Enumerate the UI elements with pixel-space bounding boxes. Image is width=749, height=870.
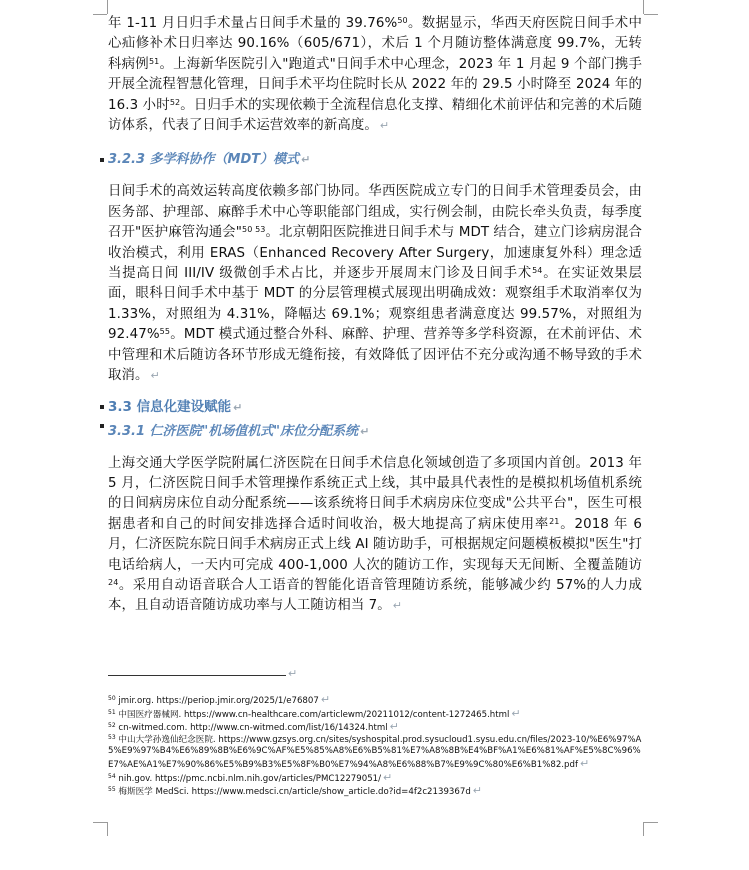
footnote-51[interactable]: $^{51}$ 中国医疗器械网. https://www.cn-healthcare.com/articlewm/20211012/content-1272465.html ↵ <box>108 706 521 720</box>
paragraph-mark: ↵ <box>150 369 160 383</box>
crop-mark-top-right-v <box>643 0 644 14</box>
crop-mark-top-right-h <box>644 14 658 15</box>
paragraph-mark: ↵ <box>383 770 393 784</box>
document-body[interactable] <box>108 14 642 617</box>
footnote-55[interactable]: $^{55}$ 梅斯医学 MedSci. https://www.medsci.cn/article/show_article.do?id=4f2c2139367d ↵ <box>108 784 483 798</box>
paragraph-mark: ↵ <box>360 424 370 438</box>
paragraph-mark: ↵ <box>320 693 331 706</box>
heading-bullet-mark <box>100 158 104 162</box>
paragraph-mark: ↵ <box>301 153 311 167</box>
footnote-50[interactable]: $^{50}$ jmir.org. https://periop.jmir.org/2025/1/e76807 ↵ <box>108 693 331 706</box>
crop-mark-top-left-h <box>93 14 107 15</box>
footnote-separator <box>108 675 286 676</box>
paragraph-mark: ↵ <box>472 784 483 798</box>
heading-mdt[interactable]: 3.2.3 多学科协作（MDT）模式 ↵ <box>108 150 642 170</box>
paragraph-mark: ↵ <box>389 720 399 734</box>
crop-mark-bottom-right-h <box>644 822 658 823</box>
heading-info-construction[interactable]: 3.3 信息化建设赋能 ↵ <box>108 397 642 418</box>
footnote-53[interactable]: $^{53}$ 中山大学孙逸仙纪念医院. https://www.gzsys.org.cn/sites/syshospital.prod.sysucloud1.sysu.edu.cn/files/2023-10/%E6%97%A5%E9%97%B4%E6%89%8B%E6%9C%AF%E5%85%A8%E6%B5%81%E7%A8%8B%E4%BF%A1%E6%81%AF%E5%8C%96%E7%AE%A1%E7%90%86%E5%B9%B3%E5%8F%B0%E7%94%A8%E6%88%B7%E9%9C%80%E6%B1%82.pdf ↵ <box>108 733 642 770</box>
crop-mark-top-left-v <box>107 0 108 14</box>
paragraph-mark: ↵ <box>511 706 521 720</box>
heading-bullet-mark <box>100 424 104 428</box>
paragraph-mdt[interactable]: 日间手术的高效运转高度依赖多部门协同。华西医院成立专门的日间手术管理委员会，由医务部、护理部、麻醉手术中心等职能部门组成，实行例会制，由院长牵头负责，每季度召开"医护麻管沟通会"$^{50 53}$。北京朝阳医院推进日间手术与 MDT 结合，建立门诊病房混合收治模式，利用 ERAS（Enhanced Recovery After Surgery，加速康复外科）理念适当提高日间 III/IV 级微创手术占比，并逐步开展周末门诊及日间手术$^{54}$。在实证效果层面，眼科日间手术中基于 MDT 的分层管理模式展现出明确成效：观察组手术取消率仅为 1.33%，对照组为 4.31%，降幅达 69.1%；观察组患者满意度达 99.57%，对照组为 92.47%$^{55}$。MDT 模式通过整合外科、麻醉、护理、营养等多学科资源，在术前评估、术中管理和术后随访各环节形成无缝衔接，有效降低了因评估不充分或沟通不畅导致的手术取消。 ↵ <box>108 184 643 384</box>
paragraph-mark: ↵ <box>233 400 243 414</box>
crop-mark-bottom-left-v <box>107 822 108 836</box>
footnote-52[interactable]: $^{52}$ cn-witmed.com. http://www.cn-witmed.com/list/16/14324.html ↵ <box>108 720 399 734</box>
paragraph-renji[interactable]: 上海交通大学医学院附属仁济医院在日间手术信息化领域创造了多项国内首创。2013 年 5 月，仁济医院日间手术管理操作系统正式上线，其中最具代表性的是模拟机场值机系统的日间病房床位自动分配系统——该系统将日间手术病房床位变成"公共平台"，医生可根据患者和自己的时间安排选择合适时间收治，极大地提高了病床使用率$^{21}$。2018 年 6 月，仁济医院东院日间手术病房正式上线 AI 随访助手，可根据规定问题模板模拟"医生"打电话给病人，一天内可完成 400-1,000 人次的随访工作，实现每天无间断、全覆盖随访$^{24}$。采用自动语音联合人工语音的智能化语音管理随访系统，能够减少约 57%的人力成本，且自动语音随访成功率与人工随访相当 7。 ↵ <box>108 455 642 614</box>
paragraph-day-return[interactable]: 年 1-11 月日归手术量占日间手术量的 39.76%$^{50}$。数据显示，华西天府医院日间手术中心疝修补术日归率达 90.16%（605/671），术后 1 个月随访整体满意度 99.7%，无转科病例$^{51}$。上海新华医院引入"跑道式"日间手术中心理念，2023 年 1 月起 9 个部门携手开展全流程智慧化管理，日间手术平均住院时长从 2022 年的 29.5 小时降至 2024 年的 16.3 小时$^{52}$。日归手术的实现依赖于全流程信息化支撑、精细化术前评估和完善的术后随访体系，代表了日间手术运营效率的新高度。 ↵ <box>108 16 642 134</box>
crop-mark-bottom-right-v <box>643 822 644 836</box>
paragraph-mark: ↵ <box>288 667 298 680</box>
heading-bullet-mark <box>100 405 104 409</box>
footnotes <box>108 694 644 799</box>
footnote-54[interactable]: $^{54}$ nih.gov. https://pmc.ncbi.nlm.nih.gov/articles/PMC12279051/ ↵ <box>108 770 393 784</box>
crop-mark-bottom-left-h <box>93 822 107 823</box>
paragraph-mark: ↵ <box>392 599 403 613</box>
paragraph-mark: ↵ <box>579 756 590 770</box>
heading-renji-bed-allocation[interactable]: 3.3.1 仁济医院"机场值机式"床位分配系统 ↵ <box>108 422 642 442</box>
paragraph-mark: ↵ <box>379 119 390 133</box>
